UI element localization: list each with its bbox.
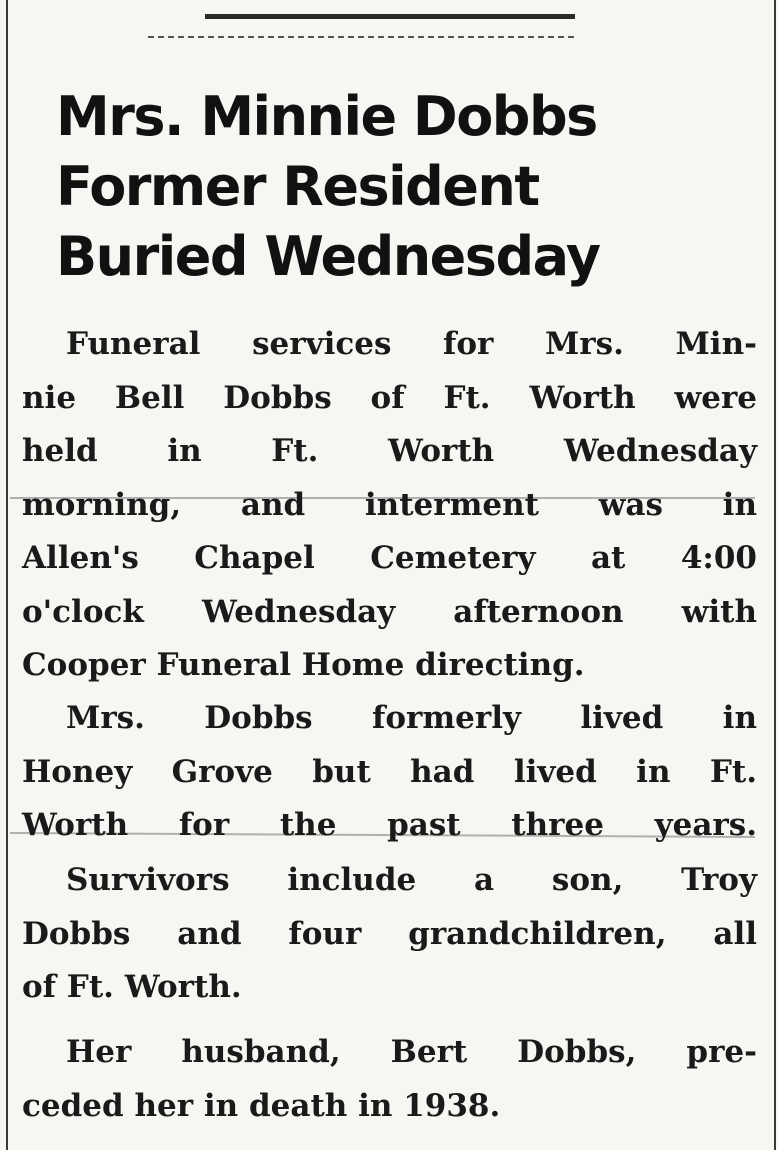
text-line: o'clock Wednesday afternoon with [22, 593, 757, 630]
text-line: Her husband, Bert Dobbs, pre- [66, 1034, 757, 1070]
column-border-left [6, 0, 8, 1150]
column-border-right [774, 0, 776, 1150]
text-line: nie Bell Dobbs of Ft. Worth were [22, 379, 757, 416]
paragraph-husband [22, 1026, 757, 1133]
headline-line: Buried Wednesday [56, 225, 600, 288]
text-line: held in Ft. Worth Wednesday [22, 433, 757, 469]
text-line: Survivors include a son, Troy [66, 862, 757, 898]
text-line: Worth for the past three years. [22, 807, 757, 843]
top-rule [205, 14, 575, 19]
text-line: ceded her in death in 1938. [22, 1087, 501, 1124]
text-line: Dobbs and four grandchildren, all [22, 915, 757, 952]
top-dotted-rule [148, 36, 578, 38]
text-line: Allen's Chapel Cemetery at 4:00 [22, 540, 757, 576]
text-line: Cooper Funeral Home directing. [22, 647, 585, 683]
text-line: Mrs. Dobbs formerly lived in [66, 700, 757, 736]
paragraph-survivors [22, 854, 757, 1015]
headline-line: Former Resident [56, 155, 539, 218]
headline-line: Mrs. Minnie Dobbs [56, 85, 597, 148]
text-line: Honey Grove but had lived in Ft. [22, 753, 757, 790]
paragraph-residence [22, 692, 757, 853]
text-line: morning, and interment was in [22, 486, 757, 523]
headline [56, 82, 756, 292]
text-line: Funeral services for Mrs. Min- [66, 326, 757, 362]
text-line: of Ft. Worth. [22, 969, 242, 1005]
paragraph-funeral-services [22, 318, 757, 693]
